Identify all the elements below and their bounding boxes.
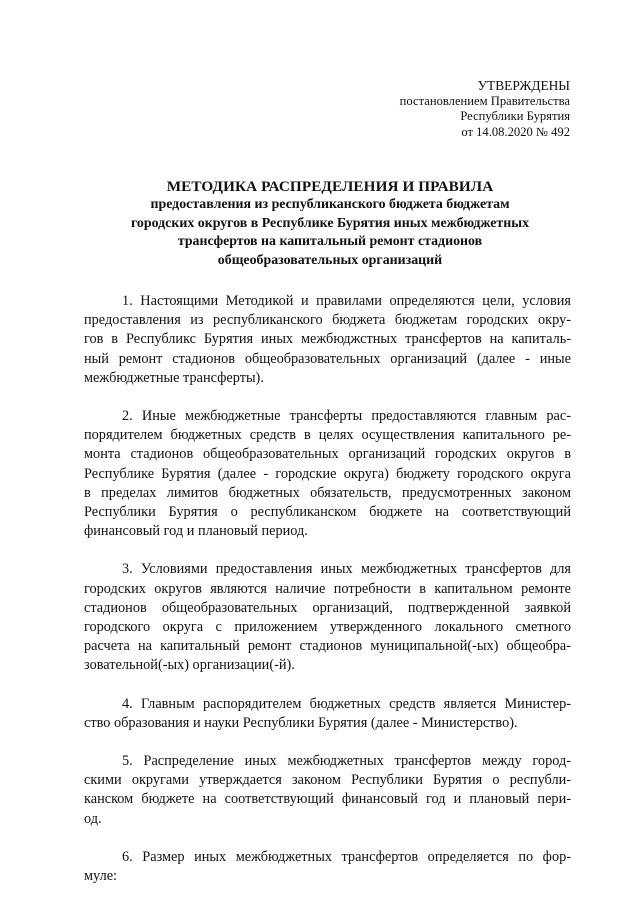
text-line: в пределах лимитов бюджетных обязательств, предусмотренных законом [84, 484, 571, 501]
paragraph-5 [84, 752, 571, 829]
text-line: Республики Бурятия о республиканском бюджете на соответствующий [84, 504, 571, 521]
title-sub-line: трансфертов на капитальный ремонт стадионов [177, 234, 483, 249]
approval-line-decree: постановлением Правительства [399, 93, 570, 108]
text-line: финансовый год и плановый период. [84, 523, 308, 540]
text-line: порядителем бюджетных средств в целях осуществления капитального ре- [84, 427, 571, 444]
text-line: расчета на капитальный ремонт стадионов муниципальной(-ых) общеобра- [84, 638, 571, 655]
text-line: од. [84, 810, 102, 827]
text-line: скими округами утверждается законом Республики Бурятия о республи- [84, 772, 571, 789]
paragraph-6 [84, 848, 571, 886]
approval-heading: УТВЕРЖДЕНЫ [477, 78, 570, 93]
text-line: городского округа с приложением утвержденного локального сметного [84, 619, 571, 636]
text-line: стадионов общеобразовательных организаций, подтвержденной заявкой [84, 599, 571, 616]
text-line: 1. Настоящими Методикой и правилами определяются цели, условия [122, 293, 571, 309]
approval-stamp [400, 78, 570, 140]
text-line: зовательной(-ых) организации(-й). [84, 657, 295, 674]
text-line: муле: [84, 868, 118, 885]
title-sub-line: предоставления из республиканского бюджета бюджетам [150, 197, 510, 212]
paragraph-4 [84, 695, 571, 733]
paragraph-1 [84, 292, 571, 388]
text-line: Республике Бурятия (далее - городские округа) бюджету городского округа [84, 465, 571, 482]
paragraph-2 [84, 407, 571, 541]
text-line: предоставления из республиканского бюджета бюджетам городских окру- [84, 312, 571, 329]
text-line: 4. Главным распорядителем бюджетных средств является Министер- [122, 695, 571, 712]
text-line: ство образования и науки Республики Бурятия (далее - Министерство). [84, 714, 518, 731]
approval-line-date-number: от 14.08.2020 № 492 [461, 124, 570, 139]
title-sub-line: общеобразовательных организаций [217, 252, 443, 268]
text-line: городских округов являются наличие потребности в капитальном ремонте [84, 580, 571, 597]
text-line: межбюджетные трансферты). [84, 369, 264, 386]
text-line: гов в Республикс Бурятия иных межбюджстных трансфертов на капиталь- [84, 331, 571, 348]
text-line: ный ремонт стадионов общеобразовательных организаций (далее - иные [84, 350, 571, 367]
text-line: 6. Размер иных межбюджетных трансфертов определяется по фор- [122, 848, 571, 865]
text-line: 5. Распределение иных межбюджетных трансфертов между город- [122, 753, 571, 770]
document-title [95, 178, 565, 270]
paragraph-3 [84, 560, 571, 675]
text-line: 2. Иные межбюджетные трансферты предоставляются главным рас- [122, 408, 571, 425]
text-line: монта стадионов общеобразовательных организаций городских округов в [84, 446, 571, 463]
title-sub-line: городских округов в Республике Бурятия иных межбюджетных [130, 215, 530, 231]
text-line: 3. Условиями предоставления иных межбюджетных трансфертов для [122, 561, 571, 578]
text-line: канском бюджете на соответствующий финансовый год и плановый пери- [84, 791, 571, 808]
title-main: МЕТОДИКА РАСПРЕДЕЛЕНИЯ И ПРАВИЛА [166, 178, 494, 195]
document-body [84, 292, 571, 905]
approval-line-republic: Республики Бурятия [460, 109, 570, 123]
